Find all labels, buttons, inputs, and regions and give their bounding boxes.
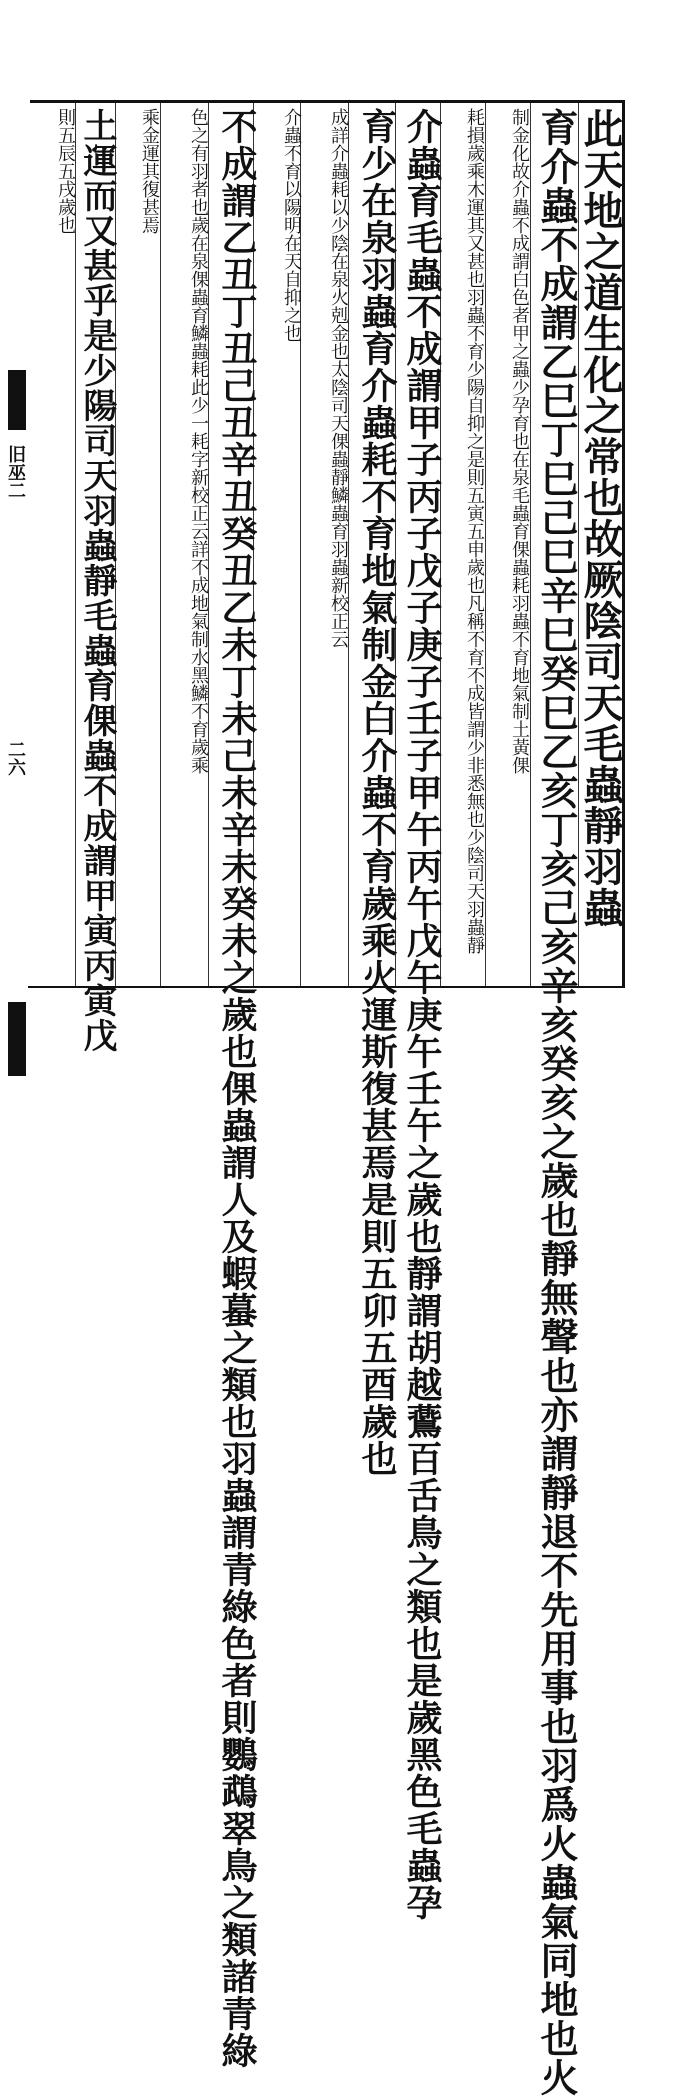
column-rule xyxy=(75,103,76,986)
column-rule xyxy=(530,103,531,986)
text-column: 不成謂乙丑丁丑己丑辛丑癸丑乙未丁未己未辛未癸未之歲也倮蟲謂人及蝦蟇之類也羽蟲謂青綠色者則鸚鵡翠鳥之類諸青綠 xyxy=(216,108,258,2069)
text-column: 土運而又甚乎是少陽司天羽蟲靜毛蟲育倮蟲不成謂甲寅丙寅戊 xyxy=(77,108,117,1053)
text-column: 介蟲育毛蟲不成謂甲子丙子戊子庚子壬子甲午丙午戊午庚午壬午之歲也靜謂胡越鷰百舌鳥之類也是歲黑色毛蟲孕 xyxy=(401,108,443,1921)
fish-tail-mark xyxy=(8,370,26,430)
text-column: 育介蟲不成謂乙巳丁巳己巳辛巳癸巳乙亥丁亥己亥辛亥癸亥之歲也靜無聲也亦謂靜退不先用事也羽爲火蟲氣同地也火 xyxy=(534,108,579,2097)
column-rule xyxy=(485,103,486,986)
text-column: 乘金運其復甚焉 xyxy=(139,108,160,234)
text-column: 育少在泉羽蟲育介蟲耗不育地氣制金白介蟲不育歲乘火運斯復甚焉是則五卯五酉歲也 xyxy=(356,108,398,1477)
text-column: 則五辰五戌歲也 xyxy=(55,108,76,234)
column-rule xyxy=(160,103,161,986)
fish-tail-mark-bottom xyxy=(8,1002,26,1076)
text-column: 介蟲不育以陽明在天自抑之也 xyxy=(281,108,302,342)
text-column: 制金化故介蟲不成謂白色者甲之蟲少孕育也在泉毛蟲育倮蟲耗羽蟲不育地氣制土黃倮 xyxy=(509,108,530,774)
text-column: 耗損歲乘木運其又甚也羽蟲不育少陽自抑之是則五寅五申歲也凡稱不育不成皆謂少非悉無也少陰司天羽蟲靜 xyxy=(464,108,485,954)
fold-margin xyxy=(0,100,28,988)
sheet-number: 二六 xyxy=(5,740,26,776)
text-column: 此天地之道生化之常也故厥陰司天毛蟲靜羽蟲 xyxy=(577,108,624,928)
text-column: 色之有羽者也歲在泉倮蟲育鱗蟲耗此少一耗字新校正云詳不成地氣制水黑鱗不育歲乘 xyxy=(188,108,209,774)
sheet-label: 旧巫二 xyxy=(5,445,26,499)
top-border xyxy=(30,100,625,103)
text-column: 成詳介蟲耗以少陰在泉火剋金也太陰司天倮蟲靜鱗蟲育羽蟲新校正云 xyxy=(328,108,349,648)
